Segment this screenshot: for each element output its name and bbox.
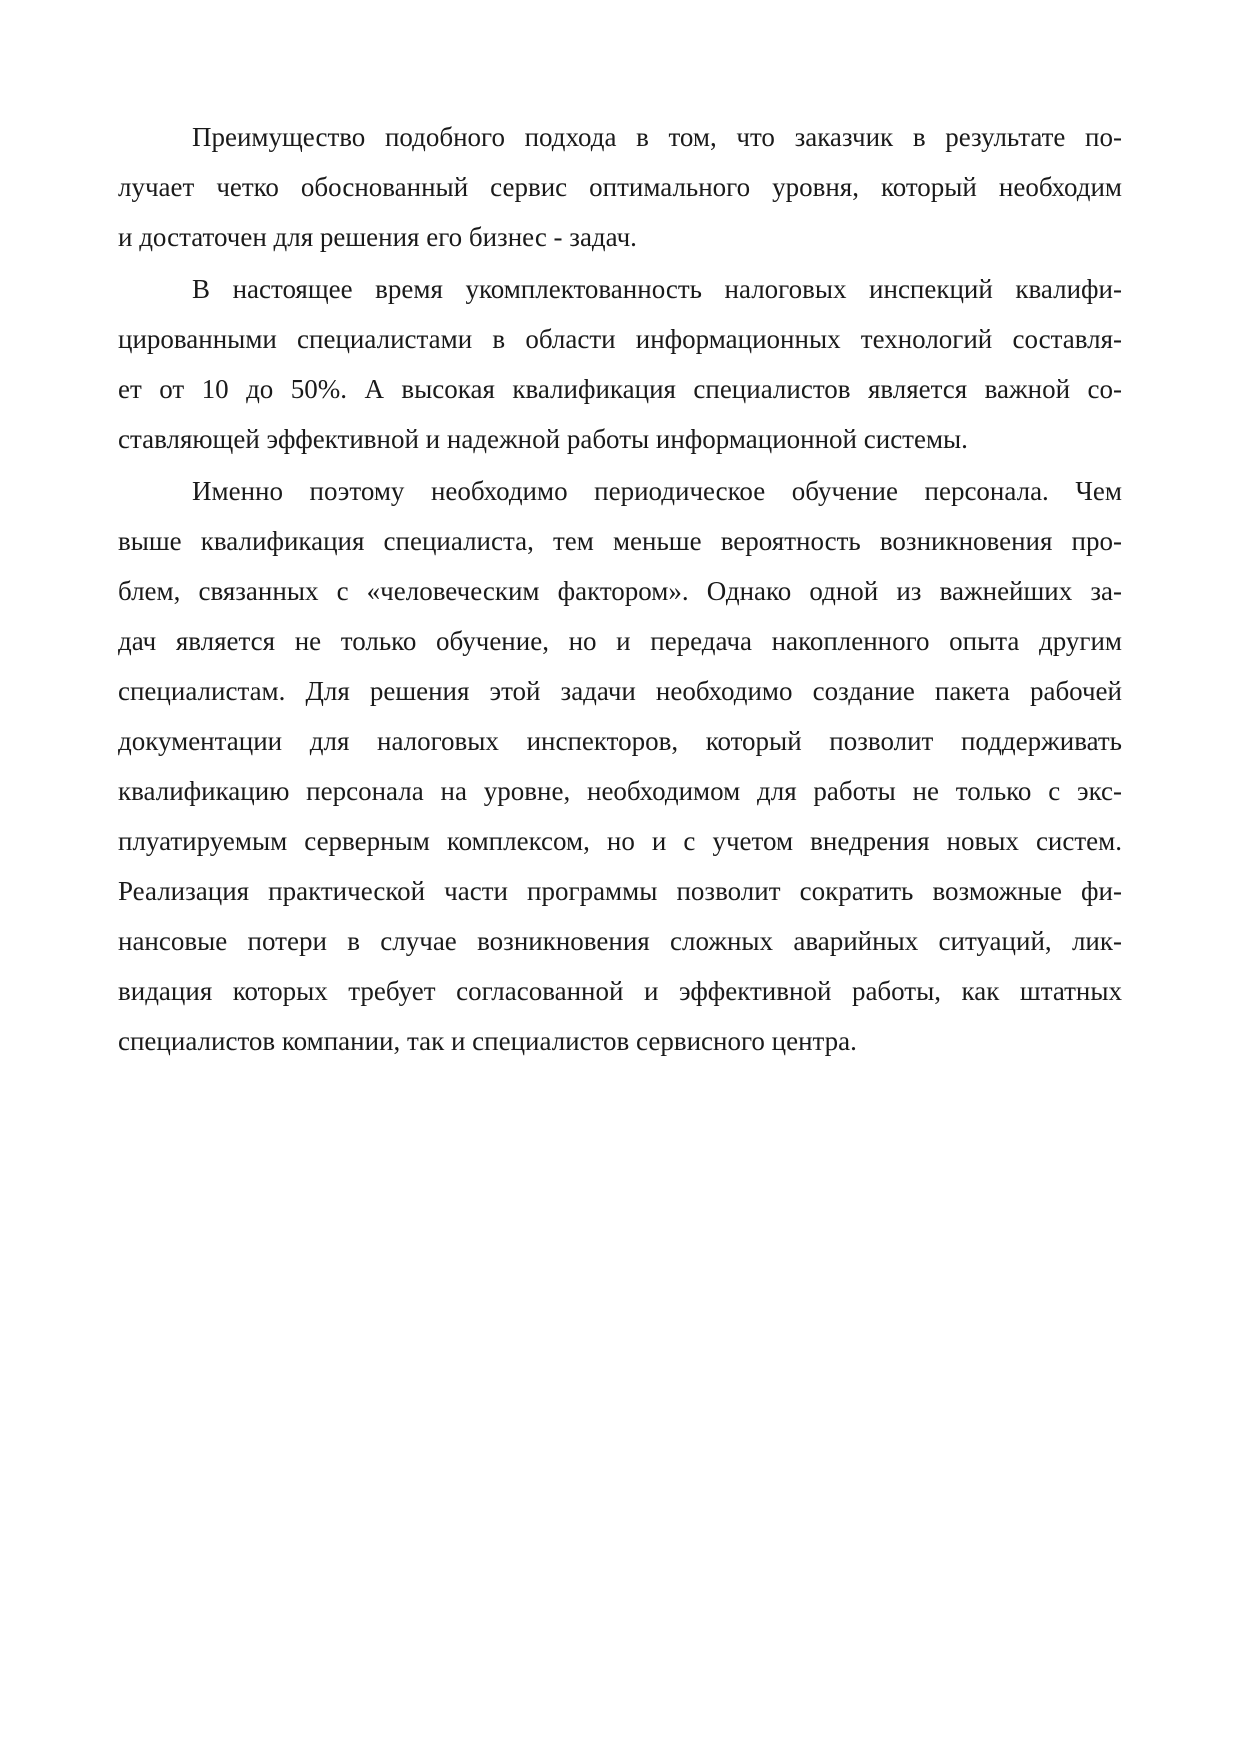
paragraph-3	[118, 466, 1122, 1066]
text-line: выше квалификация специалиста, тем меньше вероятность возникновения про-	[118, 526, 1122, 556]
text-line: лучает четко обоснованный сервис оптимального уровня, который необходим	[118, 172, 1122, 202]
text-line: дач является не только обучение, но и передача накопленного опыта другим	[118, 626, 1122, 656]
text-line: ет от 10 до 50%. А высокая квалификация специалистов является важной со-	[118, 374, 1122, 404]
text-line: Именно поэтому необходимо периодическое обучение персонала. Чем	[192, 476, 1122, 506]
text-line: нансовые потери в случае возникновения сложных аварийных ситуаций, лик-	[118, 926, 1122, 956]
paragraph-1	[118, 112, 1122, 262]
text-line: ставляющей эффективной и надежной работы информационной системы.	[118, 424, 968, 454]
text-line: Реализация практической части программы позволит сократить возможные фи-	[118, 876, 1122, 906]
text-line: В настоящее время укомплектованность налоговых инспекций квалифи-	[192, 274, 1122, 304]
text-line: плуатируемым серверным комплексом, но и с учетом внедрения новых систем.	[118, 826, 1122, 856]
text-line: Преимущество подобного подхода в том, что заказчик в результате по-	[192, 122, 1122, 152]
text-line: и достаточен для решения его бизнес - задач.	[118, 222, 637, 252]
text-line: специалистов компании, так и специалистов сервисного центра.	[118, 1026, 857, 1056]
text-line: видация которых требует согласованной и эффективной работы, как штатных	[118, 976, 1122, 1006]
text-line: специалистам. Для решения этой задачи необходимо создание пакета рабочей	[118, 676, 1122, 706]
text-line: квалификацию персонала на уровне, необходимом для работы не только с экс-	[118, 776, 1122, 806]
body-text	[118, 112, 1122, 1066]
text-line: цированными специалистами в области информационных технологий составля-	[118, 324, 1122, 354]
paragraph-2	[118, 264, 1122, 464]
text-line: документации для налоговых инспекторов, который позволит поддерживать	[118, 726, 1122, 756]
text-line: блем, связанных с «человеческим фактором». Однако одной из важнейших за-	[118, 576, 1122, 606]
